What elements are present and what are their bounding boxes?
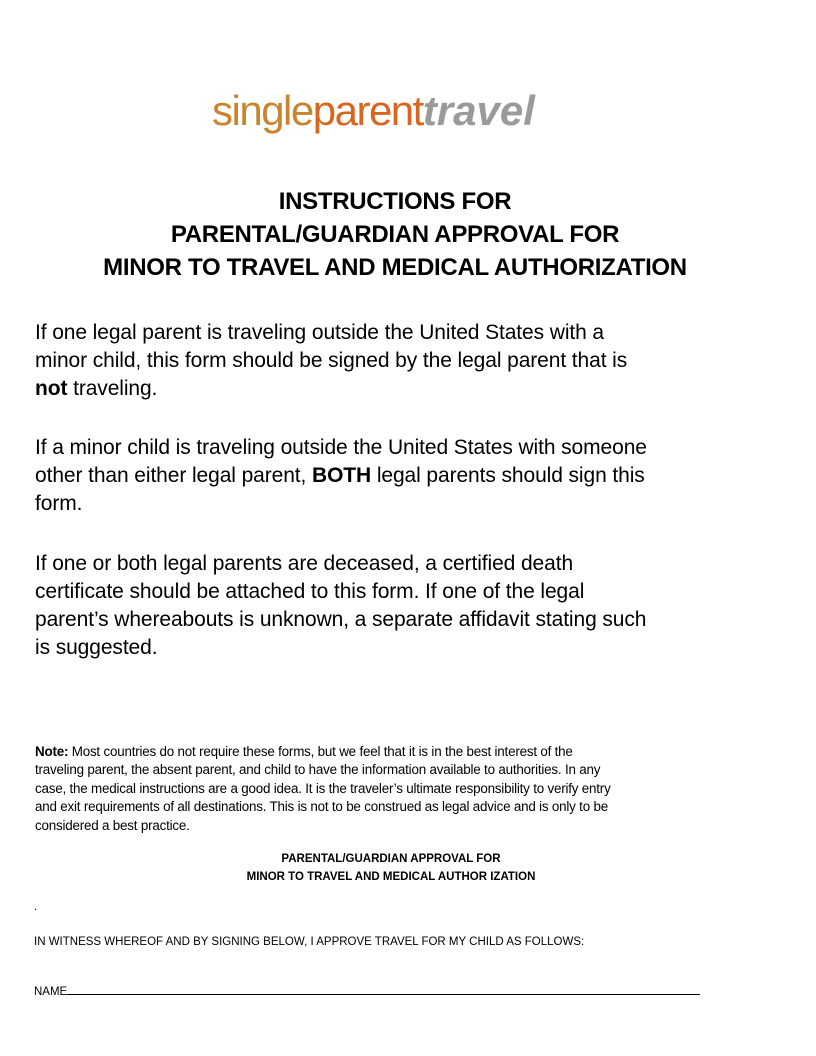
paragraph-line: If a minor child is traveling outside the United States with someone [35, 436, 647, 459]
paragraph-line: minor child, this form should be signed by the legal parent that is [35, 349, 628, 372]
subheading-line-2: MINOR TO TRAVEL AND MEDICAL AUTHOR IZATION [246, 870, 536, 883]
subheading-line-1: PARENTAL/GUARDIAN APPROVAL FOR [281, 853, 501, 865]
title-line-3: MINOR TO TRAVEL AND MEDICAL AUTHORIZATION [103, 254, 687, 281]
logo-text-parent: parent [312, 87, 423, 134]
note-line: traveling parent, the absent parent, and child to have the information available to authorities. In any [35, 762, 601, 778]
logo-text-single: single [212, 87, 313, 134]
name-label: NAME [34, 986, 68, 998]
title-line-1: INSTRUCTIONS FOR [278, 188, 512, 215]
stray-mark: . [34, 901, 38, 913]
paragraph-line: form. [35, 492, 83, 515]
name-field[interactable] [34, 983, 700, 1000]
emphasis-both: BOTH [312, 464, 372, 487]
name-signature-line[interactable] [67, 983, 700, 995]
paragraph-line: parent’s whereabouts is unknown, a separate affidavit stating such [35, 608, 647, 631]
paragraph-line: If one legal parent is traveling outside the United States with a [35, 321, 605, 344]
title-line-2: PARENTAL/GUARDIAN APPROVAL FOR [170, 221, 620, 248]
note-label: Note: [35, 744, 69, 759]
note-disclaimer [35, 743, 755, 835]
single-parent-travel-logo [212, 86, 535, 136]
note-line: Note: Most countries do not require these forms, but we feel that it is in the best interest of the [35, 744, 573, 759]
emphasis-not: not [35, 377, 68, 400]
paragraph-line: If one or both legal parents are deceased, a certified death [35, 552, 574, 575]
paragraph-line: other than either legal parent, BOTH legal parents should sign this [35, 464, 645, 487]
form-subheading [0, 851, 782, 886]
note-line: and exit requirements of all destinations. This is not to be construed as legal advice and is only to be [35, 799, 608, 815]
instruction-paragraph-deceased-parent [35, 550, 755, 662]
note-line: considered a best practice. [35, 817, 190, 833]
witness-statement: IN WITNESS WHEREOF AND BY SIGNING BELOW, I APPROVE TRAVEL FOR MY CHILD AS FOLLOWS: [34, 936, 585, 948]
paragraph-line: not traveling. [35, 377, 158, 400]
paragraph-line: is suggested. [35, 636, 158, 659]
logo-text-travel: travel [422, 87, 535, 134]
instruction-paragraph-other-adult [35, 434, 755, 518]
page-title [0, 185, 790, 284]
instruction-paragraph-one-parent [35, 319, 755, 403]
paragraph-line: certificate should be attached to this form. If one of the legal [35, 580, 585, 603]
note-line: case, the medical instructions are a good idea. It is the traveler’s ultimate responsibility to verify entry [35, 780, 611, 796]
